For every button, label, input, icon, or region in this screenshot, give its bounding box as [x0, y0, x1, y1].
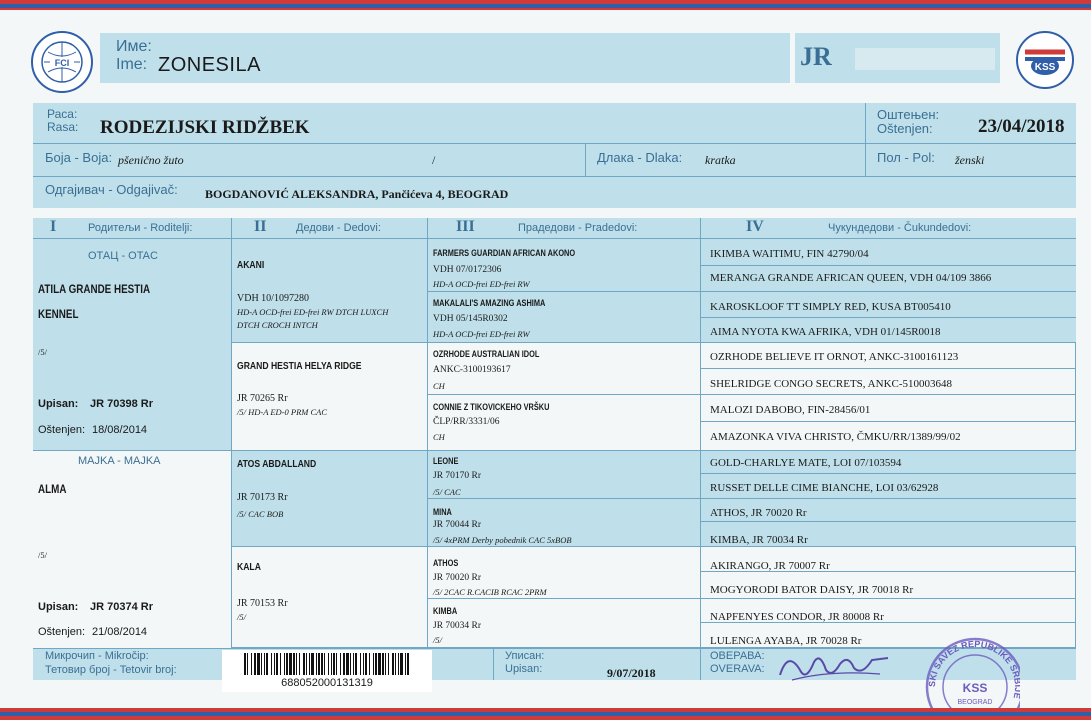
ggg-4: AIMA NYOTA KWA AFRIKA, VDH 01/145R0018: [710, 326, 941, 338]
ggg-13: AKIRANGO, JR 70007 Rr: [710, 560, 830, 572]
sire-role: ОТАЦ - OTAC: [88, 250, 158, 262]
dam-ostenjen-label: Oštenjen:: [38, 626, 86, 638]
gg-6-name: MINA: [433, 507, 452, 517]
sire-ostenjen-label: Oštenjen:: [38, 424, 86, 436]
svg-text:FCI: FCI: [54, 58, 70, 68]
ggg-9: GOLD-CHARLYE MATE, LOI 07/103594: [710, 457, 902, 469]
dam-role: MAJKA - MAJKA: [78, 455, 161, 467]
gg-4-reg: ČLP/RR/3331/06: [433, 417, 500, 427]
ggg-12: KIMBA, JR 70034 Rr: [710, 534, 808, 546]
sire-upisan: JR 70398 Rr: [90, 398, 153, 410]
grandparent-1-info2: DTCH CROCH INTCH: [237, 320, 318, 330]
ggg-6: SHELRIDGE CONGO SECRETS, ANKC-510003648: [710, 378, 953, 390]
gg-1-info: HD-A OCD-frei ED-frei RW: [433, 279, 530, 289]
breeder-value: BOGDANOVIĆ ALEKSANDRA, Pančićeva 4, BEOGRAD: [205, 187, 509, 201]
col-3-num: III: [456, 218, 475, 235]
chip-number: 688052000131319: [281, 677, 373, 689]
dog-name: ZONESILA: [158, 54, 261, 76]
col-1-num: I: [50, 218, 57, 235]
gg-6-info: /5/ 4xPRM Derby pobednik CAC 5xBOB: [433, 535, 572, 545]
dam-name: ALMA: [38, 482, 67, 496]
ggg-16: LULENGA AYABA, JR 70028 Rr: [710, 635, 862, 647]
top-red-stripe-2: [0, 8, 1091, 10]
grandparent-2-info: /5/ HD-A ED-0 PRM CAC: [237, 407, 328, 417]
breeder-row: [33, 176, 1076, 208]
breed-label-lat: Rasa:: [47, 120, 79, 134]
grandparent-3-reg: JR 70173 Rr: [237, 492, 288, 503]
gg-2-name: MAKALALI'S AMAZING ASHIMA: [433, 298, 546, 308]
ggg-14: MOGYORODI BATOR DAISY, JR 70018 Rr: [710, 584, 914, 596]
overava-label-lat: OVERAVA:: [710, 663, 765, 675]
ggg-15: NAPFENYES CONDOR, JR 80008 Rr: [710, 611, 884, 623]
color-label: Боја - Boja:: [45, 150, 113, 165]
grandparent-1-name: AKANI: [237, 259, 265, 271]
kss-stamp: [920, 632, 1024, 720]
gg-7-info: /5/ 2CAC R.CACIB RCAC 2PRM: [433, 587, 547, 597]
gg-8-name: KIMBA: [433, 606, 458, 616]
registration-prefix: JR: [800, 42, 832, 71]
ggg-5: OZRHODE BELIEVE IT ORNOT, ANKC-3100161123: [710, 351, 959, 363]
color-slash: /: [432, 153, 436, 167]
col-2-num: II: [254, 218, 267, 235]
gg-7-name: ATHOS: [433, 558, 459, 568]
ggg-3: KAROSKLOOF TT SIMPLY RED, KUSA BT005410: [710, 301, 951, 313]
breeder-label: Одгајивач - Odgajivač:: [45, 182, 178, 197]
gg-4-info: CH: [433, 432, 445, 442]
grandparent-2-reg: JR 70265 Rr: [237, 393, 288, 404]
ggg-7: MALOZI DABOBO, FIN-28456/01: [710, 404, 871, 416]
gg-5-name: LEONE: [433, 456, 459, 466]
sire-name: ATILA GRANDE HESTIA: [38, 282, 151, 296]
upisan-label-lat: Upisan:: [505, 663, 543, 675]
coat-label: Длака - Dlaka:: [597, 150, 683, 165]
grandparent-4-info: /5/: [237, 612, 246, 622]
gg-8-info: /5/: [433, 635, 442, 645]
chip-barcode-label: [222, 650, 432, 692]
upisan-date: 9/07/2018: [607, 666, 656, 680]
grandparent-4-name: KALA: [237, 561, 261, 573]
fci-logo: [30, 30, 94, 94]
sire-ostenjen: 18/08/2014: [92, 424, 148, 436]
chip-label: Микрочип - Mikročip:: [45, 650, 149, 662]
ggg-10: RUSSET DELLE CIME BIANCHE, LOI 03/62928: [710, 482, 939, 494]
color-value: pšenično žuto: [118, 153, 184, 167]
dam-upisan: JR 70374 Rr: [90, 601, 153, 613]
name-label-cyr: Име:: [116, 38, 152, 55]
gg-1-name: FARMERS GUARDIAN AFRICAN AKONO: [433, 248, 576, 258]
signature-image: [770, 640, 900, 690]
sire-upisan-label: Upisan:: [38, 398, 79, 410]
dam-upisan-label: Upisan:: [38, 601, 79, 613]
registration-number-redacted: [855, 48, 995, 70]
col-1-title: Родитељи - Roditelji:: [88, 222, 193, 234]
overava-label-cyr: ОВЕРАВА:: [710, 650, 765, 662]
breed-value: RODEZIJSKI RIDŽBEK: [100, 117, 310, 138]
grandparent-2-name: GRAND HESTIA HELYA RIDGE: [237, 360, 362, 372]
gg-7-reg: JR 70020 Rr: [433, 573, 482, 583]
svg-text:KSS: KSS: [1034, 62, 1056, 73]
svg-text:KSS: KSS: [962, 681, 988, 695]
gg-5-reg: JR 70170 Rr: [433, 471, 482, 481]
coat-value: kratka: [705, 153, 736, 167]
sex-label: Пол - Pol:: [877, 150, 935, 165]
bottom-red-stripe-2: [0, 716, 1091, 720]
sire-name-2: KENNEL: [38, 307, 79, 321]
grandparent-3-info: /5/ CAC BOB: [237, 509, 284, 519]
gg-3-reg: ANKC-3100193617: [433, 365, 511, 375]
col-2-title: Дедови - Dedovi:: [296, 222, 381, 234]
ggg-8: AMAZONKA VIVA CHRISTO, ČMKU/RR/1389/99/02: [710, 431, 961, 443]
ggg-11: ATHOS, JR 70020 Rr: [710, 507, 807, 519]
ggg-2: MERANGA GRANDE AFRICAN QUEEN, VDH 04/109 3866: [710, 272, 992, 284]
grandparent-3-name: ATOS ABDALLAND: [237, 458, 317, 470]
grandparent-1-info: HD-A OCD-frei ED-frei RW DTCH LUXCH: [237, 307, 389, 317]
gg-3-info: CH: [433, 381, 445, 391]
whelped-label-lat: Oštenjen:: [877, 121, 933, 136]
dam-cell-bg: [33, 450, 231, 648]
sex-value: ženski: [955, 153, 985, 167]
grandparent-4-reg: JR 70153 Rr: [237, 598, 288, 609]
col-4-num: IV: [746, 218, 764, 235]
gg-1-reg: VDH 07/0172306: [433, 265, 502, 275]
name-label-lat: Ime:: [116, 56, 148, 73]
gg-6-reg: JR 70044 Rr: [433, 520, 482, 530]
dam-mark: /5/: [38, 550, 47, 560]
gg-8-reg: JR 70034 Rr: [433, 621, 482, 631]
gg-3-name: OZRHODE AUSTRALIAN IDOL: [433, 349, 540, 359]
gg-2-info: HD-A OCD-frei ED-frei RW: [433, 329, 530, 339]
col-3-title: Прадедови - Pradedovi:: [518, 222, 638, 234]
svg-text:SKI SAVEZ REPUBLIKE SRBIJE: SKI SAVEZ REPUBLIKE SRBIJE: [926, 638, 1024, 700]
tattoo-label: Тетовир број - Tetovir broj:: [45, 664, 177, 676]
whelped-date: 23/04/2018: [978, 116, 1065, 137]
upisan-label-cyr: Уписан:: [505, 650, 545, 662]
sire-cell-bg: [33, 238, 231, 450]
sire-mark: /5/: [38, 347, 47, 357]
ggg-1: IKIMBA WAITIMU, FIN 42790/04: [710, 248, 869, 260]
gg-5-info: /5/ CAC: [433, 487, 461, 497]
gg-4-name: CONNIE Z TIKOVICKEHO VRŠKU: [433, 402, 550, 412]
whelped-label-cyr: Оштењен:: [877, 107, 940, 122]
breed-label-cyr: Раса:: [47, 107, 78, 121]
svg-text:BEOGRAD: BEOGRAD: [957, 699, 993, 706]
grandparent-1-reg: VDH 10/1097280: [237, 293, 309, 304]
col-4-title: Чукундедови - Čukundedovi:: [828, 222, 972, 234]
gg-2-reg: VDH 05/145R0302: [433, 314, 508, 324]
kss-logo: [1015, 30, 1075, 90]
dam-ostenjen: 21/08/2014: [92, 626, 148, 638]
